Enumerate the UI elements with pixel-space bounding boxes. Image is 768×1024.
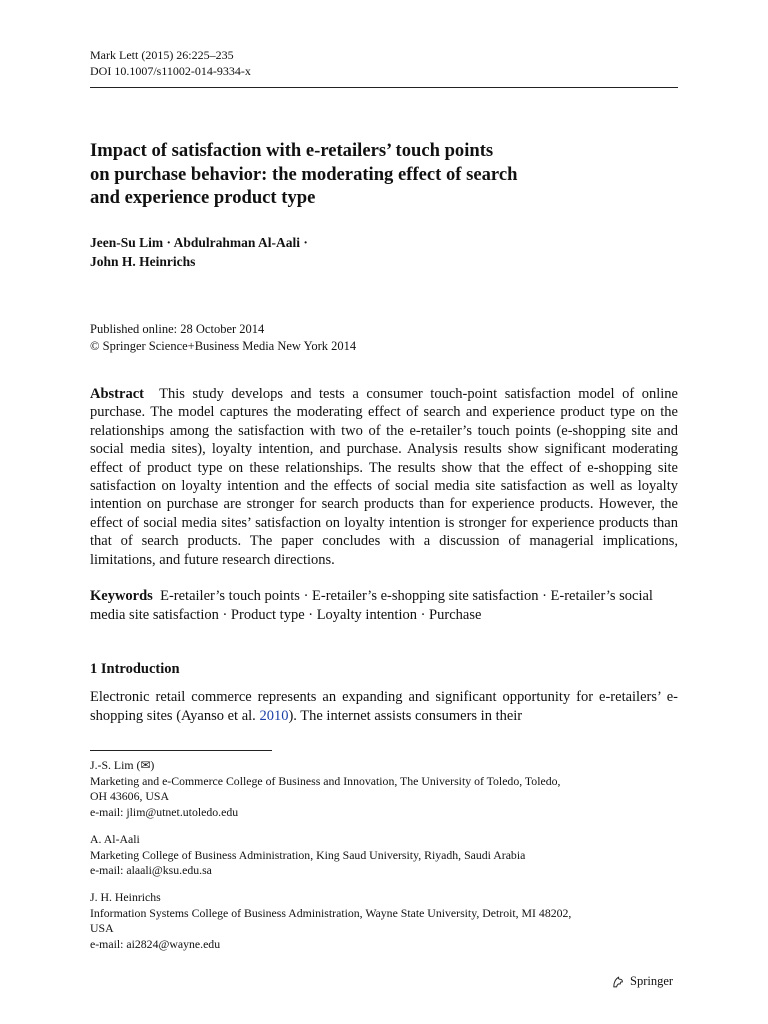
author-affiliation: Information Systems College of Business Administration, Wayne State University, Detroit, MI 48202,: [90, 905, 572, 920]
publication-info: [90, 321, 356, 355]
paper-title: [90, 139, 650, 210]
abstract-text: This study develops and tests a consumer touch-point satisfaction model of online purchase. The model captures the moderating effect of search and experience product type on the relationships among the satisfaction with two of the e-retailer’s touch points (e-shopping site and social media sites), loyalty intention, and purchase. Analysis results show significant moderating effect of product type on these relationships. The results show that the effect of e-shopping site satisfaction on loyalty intention and the effects of social media site satisfaction as well as loyalty intention on purchase are stronger for search products than for experience products. However, the effect of social media sites’ satisfaction on loyalty intention is stronger for experience products than that of search products. The paper concludes with a discussion of managerial implications, limitations, and future research directions.: [90, 386, 678, 568]
citation-link[interactable]: 2010: [259, 708, 289, 724]
title-line: on purchase behavior: the moderating effect of search: [90, 163, 518, 185]
author-affiliation: Marketing College of Business Administration, King Saud University, Riyadh, Saudi Arabia: [90, 847, 526, 862]
authors-line: John H. Heinrichs: [90, 254, 196, 269]
author-affiliation: Marketing and e-Commerce College of Business and Innovation, The University of Toledo, Toledo,: [90, 773, 561, 788]
author-email[interactable]: e-mail: jlim@utnet.utoledo.edu: [90, 804, 239, 819]
header-rule: [90, 87, 678, 88]
author-email[interactable]: e-mail: alaali@ksu.edu.sa: [90, 863, 212, 877]
keywords: [90, 587, 678, 624]
footnote-author: [90, 832, 680, 879]
keywords-label: Keywords: [90, 588, 153, 604]
doi: DOI 10.1007/s11002-014-9334-x: [90, 64, 251, 78]
author-email[interactable]: e-mail: ai2824@wayne.edu: [90, 936, 221, 951]
journal-header: [90, 47, 251, 79]
authors-line: Jeen-Su Lim · Abdulrahman Al-Aali ·: [90, 235, 308, 250]
intro-text: Electronic retail commerce represents an expanding and significant opportunity for e-retailers’ e-shopping sites (Ayanso et al.: [90, 689, 678, 724]
footnote-rule: [90, 750, 272, 751]
author-name: J. H. Heinrichs: [90, 890, 161, 904]
author-affiliation: USA: [90, 921, 114, 935]
title-line: Impact of satisfaction with e-retailers’ touch points: [90, 140, 494, 161]
author-list: [90, 233, 308, 271]
published-date: Published online: 28 October 2014: [90, 322, 265, 336]
author-name: J.-S. Lim (✉): [90, 758, 155, 772]
journal-citation: Mark Lett (2015) 26:225–235: [90, 48, 234, 62]
keywords-text: E-retailer’s touch points · E-retailer’s e-shopping site satisfaction · E-retailer’s social media site satisfaction · Product type · Loyalty intention · Purchase: [90, 588, 653, 623]
publisher-logo: [611, 974, 673, 989]
copyright: © Springer Science+Business Media New York 2014: [90, 339, 357, 353]
intro-paragraph: [90, 688, 678, 726]
springer-horse-icon: [611, 975, 625, 989]
section-heading: 1 Introduction: [90, 661, 180, 677]
author-affiliation: OH 43606, USA: [90, 789, 169, 803]
publisher-name: Springer: [630, 974, 674, 988]
author-name: A. Al-Aali: [90, 832, 140, 846]
abstract-label: Abstract: [90, 386, 144, 402]
title-line: and experience product type: [90, 187, 316, 208]
intro-text: ). The internet assists consumers in their: [288, 708, 523, 724]
footnote-author: [90, 890, 680, 952]
footnote-author: [90, 758, 680, 820]
abstract: [90, 385, 678, 569]
